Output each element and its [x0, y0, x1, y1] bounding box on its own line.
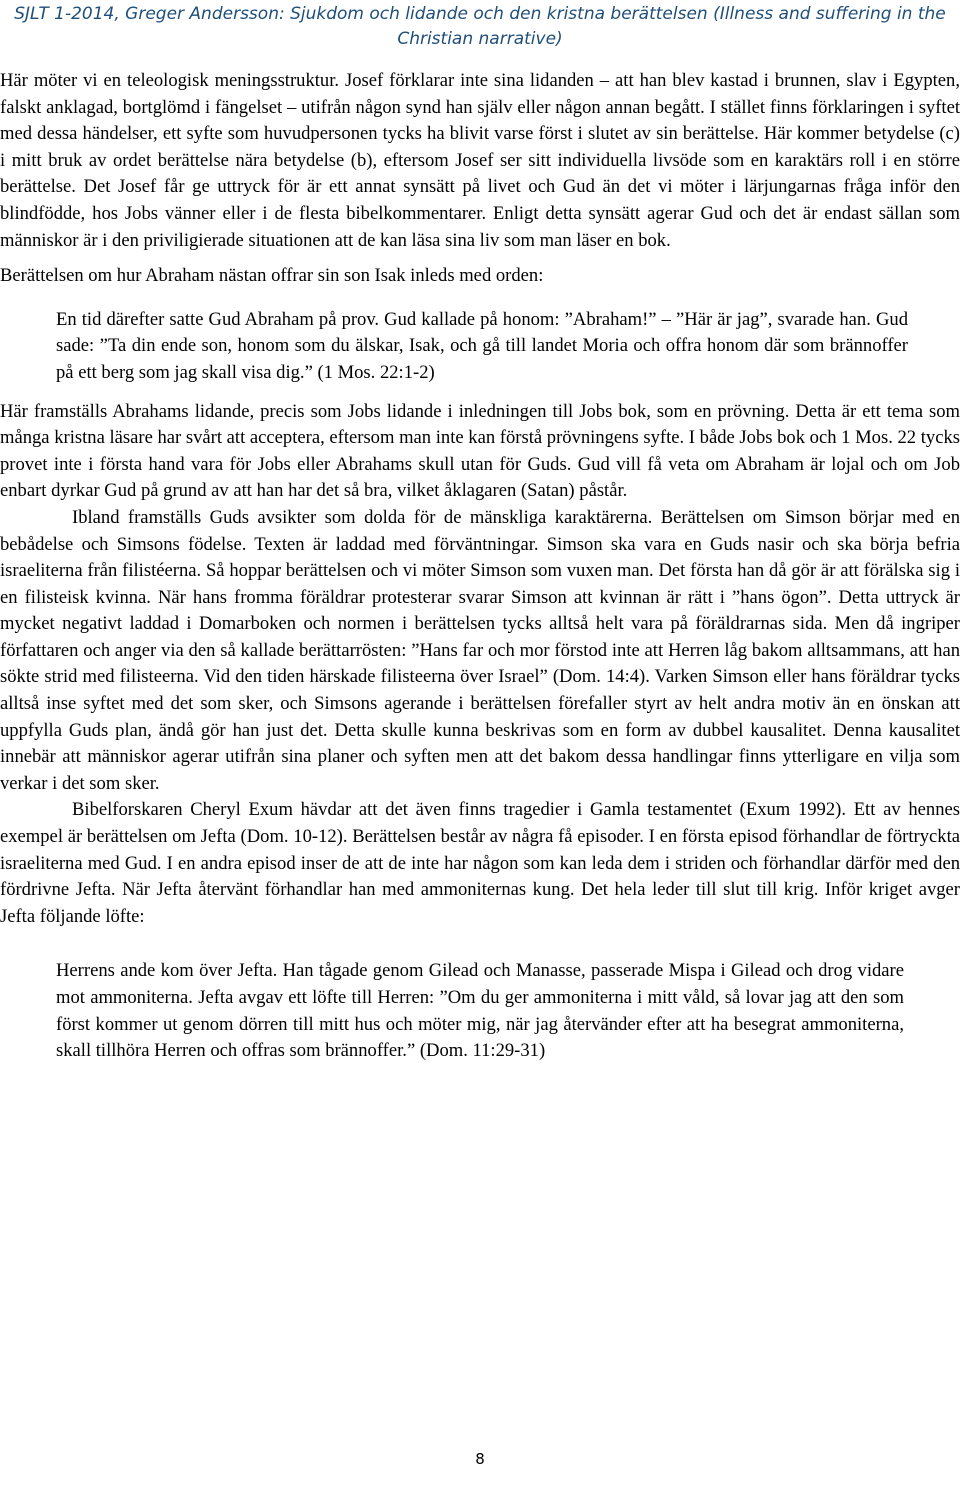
block-quote-genesis: En tid därefter satte Gud Abraham på prov. Gud kallade på honom: ”Abraham!” – ”Här är jag”, svarade han. Gud sade: ”Ta din ende son, honom som du älskar, Isak, och gå till landet Moria och offra honom där som brännoffer på ett berg som jag skall visa dig.” (1 Mos. 22:1-2)	[56, 308, 908, 383]
page-number: 8	[475, 1450, 485, 1468]
body-text	[0, 68, 960, 1065]
paragraph-josef: Här möter vi en teleologisk meningsstruktur. Josef förklarar inte sina lidanden – att han blev kastad i brunnen, slav i Egypten, falskt anklagad, bortglömd i fängelset – utifrån någon synd han själv eller någon annan begått. I stället finns förklaringen i syftet med dessa händelser, ett syfte som huvudpersonen tycks ha blivit varse först i slutet av sin berättelse. Här kommer betydelse (c) i mitt bruk av ordet berättelse nära betydelse (b), eftersom Josef ser sitt individuella livsöde som en karaktärs roll i en större berättelse. Det Josef får ge uttryck för är ett annat synsätt på livet och Gud än det vi möter i lärjungarnas fråga inför den blindfödde, hos Jobs vänner eller i de flesta bibelkommentarer. Enligt detta synsätt agerar Gud och det är endast sällan som människor är i den priviligierade situationen att de kan läsa sina liv som man läser en bok.	[0, 70, 960, 251]
running-header-line-2: Christian narrative)	[397, 29, 563, 49]
paragraph-jefta: Bibelforskaren Cheryl Exum hävdar att det även finns tragedier i Gamla testamentet (Exum 1992). Ett av hennes exempel är berättelsen om Jefta (Dom. 10-12). Berättelsen består av några få episoder. I en första episod förhandlar de förtryckta israeliterna med Gud. I en andra episod inser de att de inte har någon som kan leda dem i striden och förhandlar därför med den fördrivne Jefta. När Jefta återvänt förhandlar han med ammoniternas kung. Det hela leder till slut till krig. Inför kriget avger Jefta följande löfte:	[0, 799, 960, 927]
running-header	[0, 2, 960, 52]
paragraph-abraham-trial: Här framställs Abrahams lidande, precis som Jobs lidande i inledningen till Jobs bok, som en prövning. Detta är ett tema som många kristna läsare har svårt att acceptera, eftersom man inte kan förstå prövningens syfte. I både Jobs bok och 1 Mos. 22 tycks provet inte i första hand vara för Jobs eller Abrahams skull utan för Guds. Gud vill få veta om Abraham är lojal och om Job enbart dyrkar Gud på grund av att han har det så bra, vilket åklagaren (Satan) påstår.	[0, 400, 960, 502]
running-header-line-1: SJLT 1-2014, Greger Andersson: Sjukdom och lidande och den kristna berättelsen (Illness and suffering in the	[14, 4, 946, 24]
block-quote-judges: Herrens ande kom över Jefta. Han tågade genom Gilead och Manasse, passerade Mispa i Gilead och drog vidare mot ammoniterna. Jefta avgav ett löfte till Herren: ”Om du ger ammoniterna i mitt våld, så lovar jag att den som först kommer ut genom dörren till mitt hus och möter mig, när jag återvänder efter att ha besegrat ammoniterna, skall tillhöra Herren och offras som brännoffer.” (Dom. 11:29-31)	[56, 960, 904, 1062]
paragraph-simson: Ibland framställs Guds avsikter som dolda för de mänskliga karaktärerna. Berättelsen om Simson börjar med en bebådelse och Simsons födelse. Texten är laddad med förväntningar. Simson ska vara en Guds nasir och ska börja befria israeliterna från filistéerna. Så hoppar berättelsen och vi möter Simson som vuxen man. Det första han då gör är att förälska sig i en filisteisk kvinna. När hans fromma föräldrar protesterar svarar Simson att kvinnan är rätt i ”hans ögon”. Detta uttryck är mycket negativt laddad i Domarboken och normen i berättelsen tycks alltså helt vara på föräldrarnas sida. Men då ingriper författaren och anger via den så kallade berättarrösten: ”Hans far och mor förstod inte att Herren låg bakom alltsammans, att han sökte strid med filisteerna. Vid den tiden härskade filisteerna över Israel” (Dom. 14:4). Varken Simson eller hans föräldrar tycks alltså inse syftet med det som sker, och Simsons agerande i berättelsen förefaller styrt av helt andra motiv än en önskan att uppfylla Guds plan, ändå gör han just det. Detta skulle kunna beskrivas som en form av dubbel kausalitet. Denna kausalitet innebär att människor agerar utifrån sina planer och syften men att det bakom dessa handlingar finns ytterligare en vilja som verkar i det som sker.	[0, 506, 960, 794]
paragraph-abraham-intro: Berättelsen om hur Abraham nästan offrar sin son Isak inleds med orden:	[0, 265, 544, 287]
